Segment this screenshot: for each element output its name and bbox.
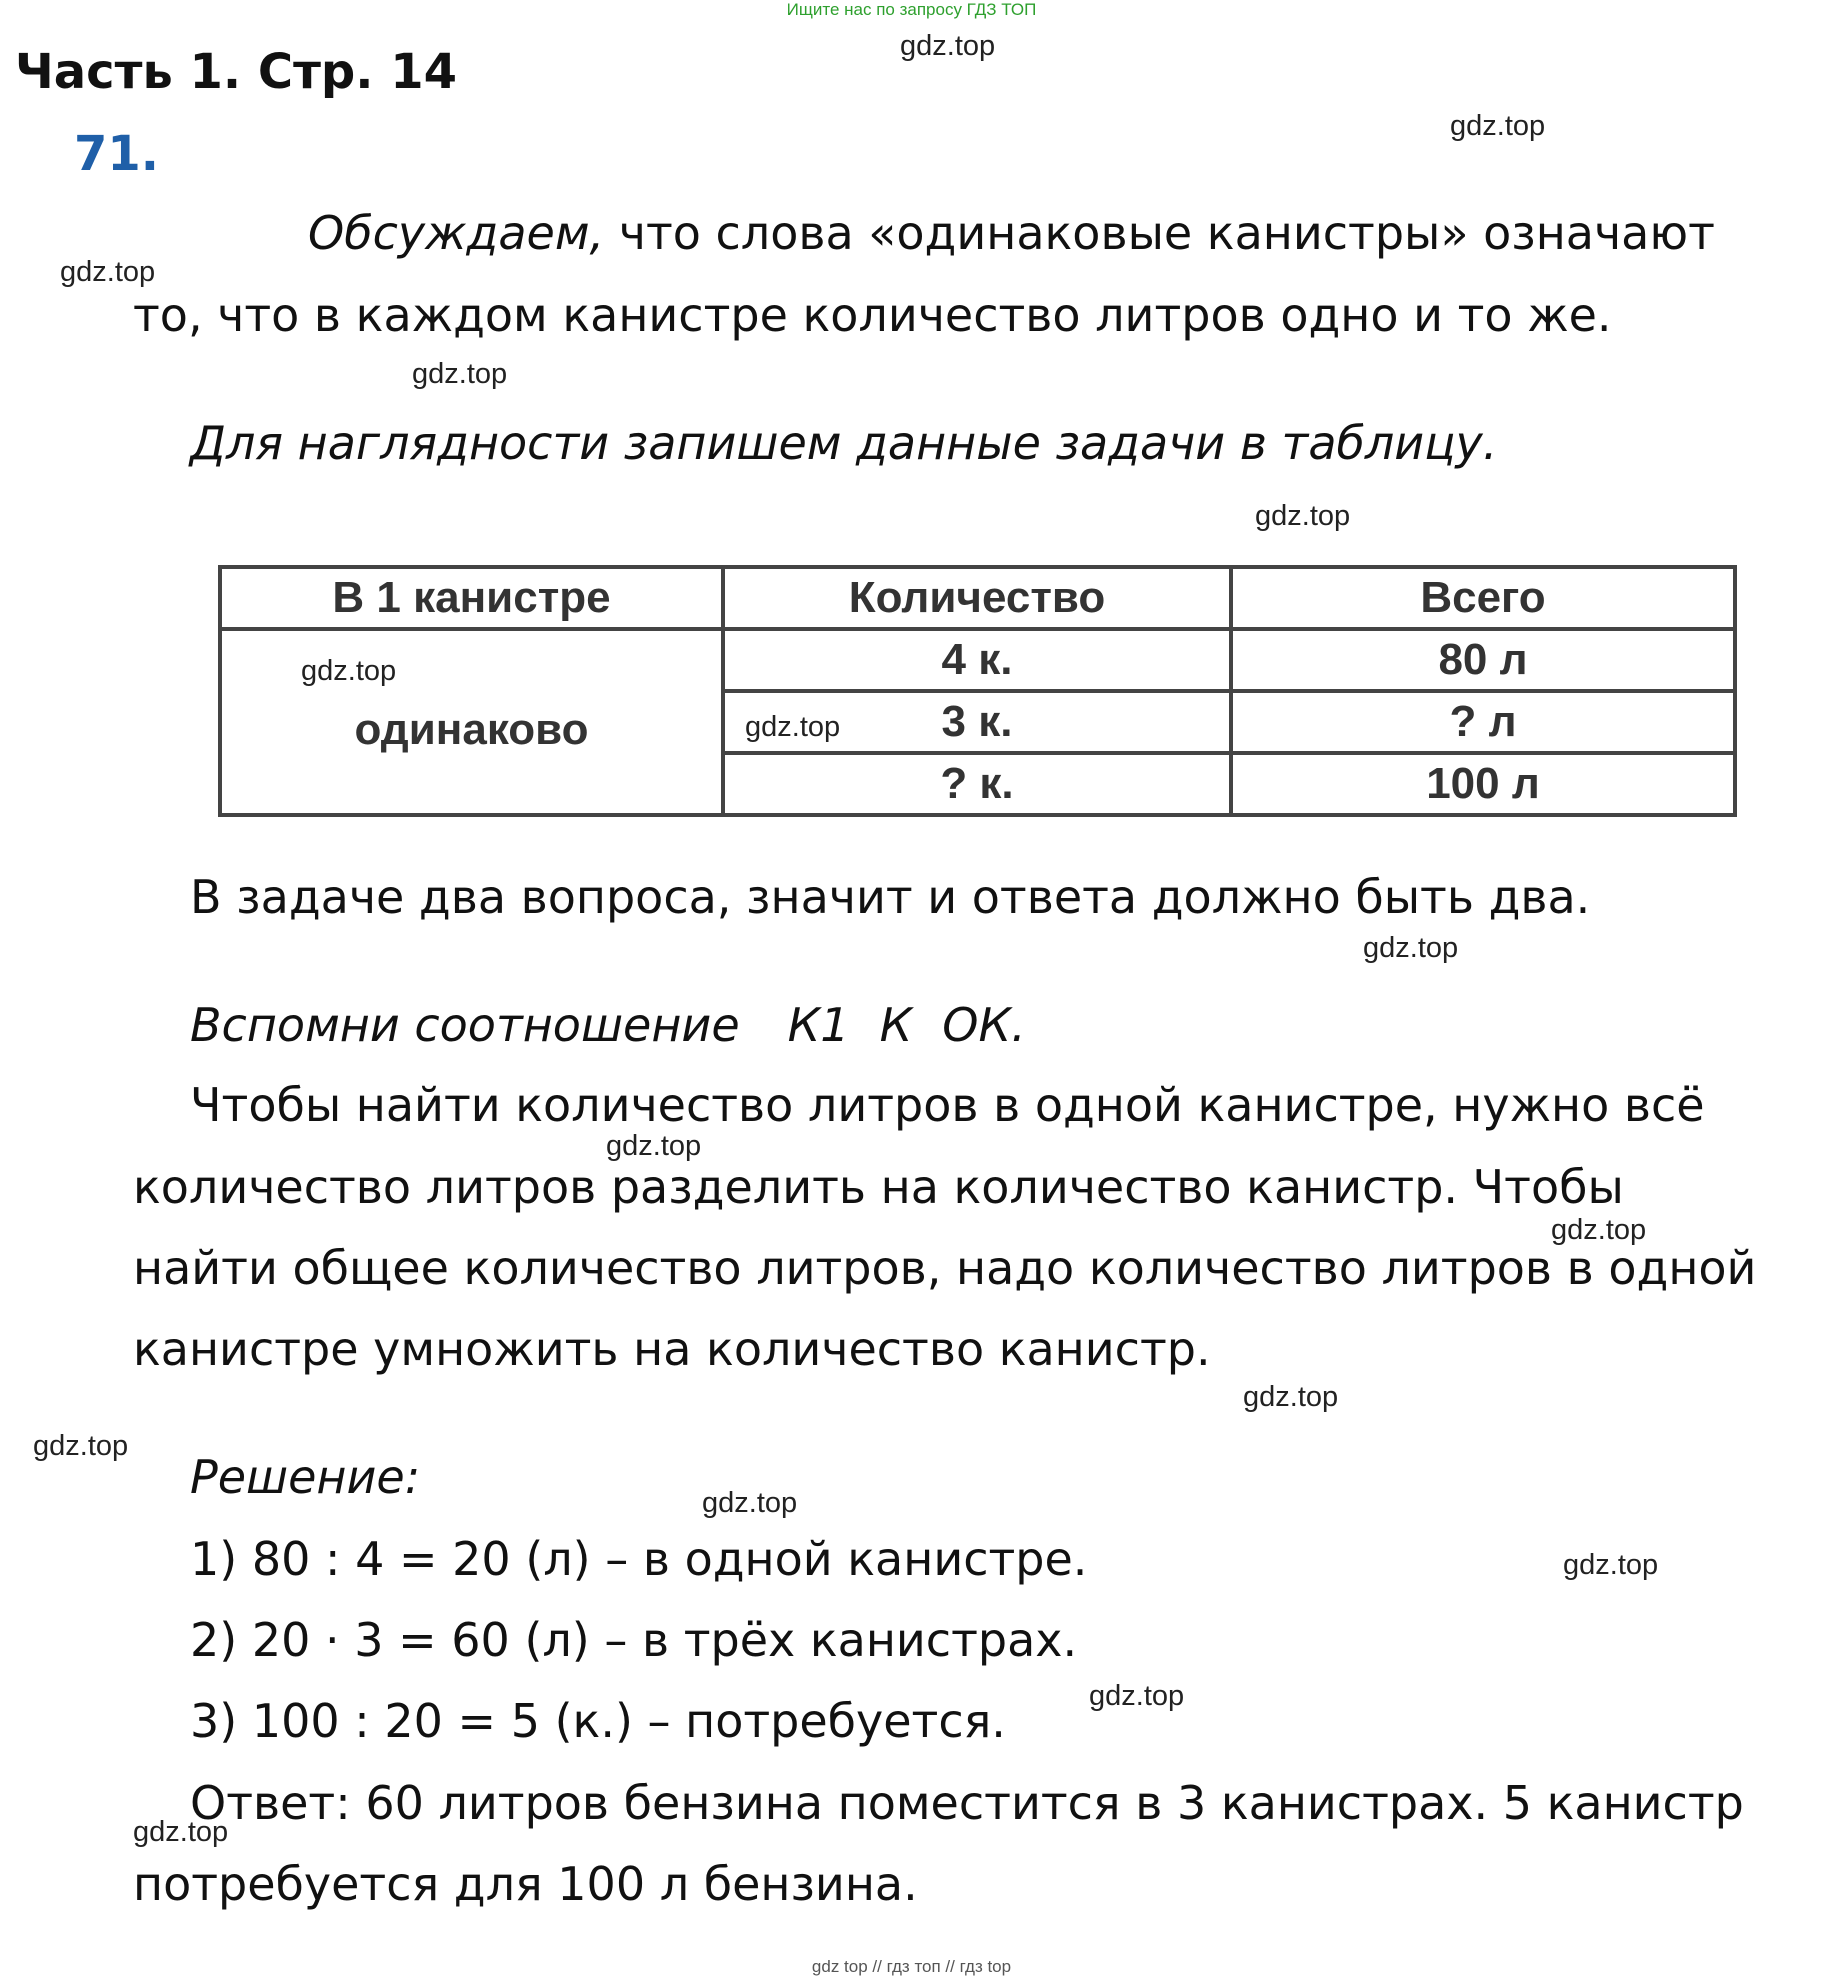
table-header-row xyxy=(220,567,1735,629)
answer-line-1: Ответ: 60 литров бензина поместится в 3 канистрах. 5 канистр xyxy=(190,1776,1744,1830)
watermark: gdz.top xyxy=(60,256,156,288)
paragraph-1-rest: что слова «одинаковые канистры» означают xyxy=(604,206,1715,260)
watermark: gdz.top xyxy=(1563,1549,1659,1581)
table-cell-total: ? л xyxy=(1231,691,1735,753)
italic-lead: Обсуждаем, xyxy=(308,206,605,260)
table-cell-total: 100 л xyxy=(1231,753,1735,815)
watermark: gdz.top xyxy=(133,1816,229,1848)
table-cell-quantity: 4 к. xyxy=(723,629,1231,691)
relation-ok: ОК. xyxy=(942,998,1026,1052)
data-table xyxy=(218,565,1737,817)
paragraph-2: Для наглядности запишем данные задачи в таблицу. xyxy=(190,416,1498,470)
table-merged-cell xyxy=(220,629,723,815)
top-banner: Ищите нас по запросу ГДЗ ТОП xyxy=(786,0,1037,19)
watermark: gdz.top xyxy=(606,1130,702,1162)
watermark: gdz.top xyxy=(1089,1680,1185,1712)
watermark: gdz.top xyxy=(1243,1381,1339,1413)
watermark: gdz.top xyxy=(1363,932,1459,964)
table-cell-quantity: ? к. xyxy=(723,753,1231,815)
watermark: gdz.top xyxy=(301,655,397,687)
task-number: 71. xyxy=(74,126,160,182)
paragraph-4 xyxy=(190,998,1026,1052)
relation-prefix: Вспомни соотношение xyxy=(190,998,740,1052)
table-row xyxy=(220,629,1735,691)
footer-links: gdz top // гдз топ // гдз top xyxy=(811,1957,1012,1976)
page-title: Часть 1. Стр. 14 xyxy=(15,44,458,100)
watermark: gdz.top xyxy=(412,358,508,390)
paragraph-3: В задаче два вопроса, значит и ответа должно быть два. xyxy=(190,870,1591,924)
paragraph-5-line-2: количество литров разделить на количество канистр. Чтобы xyxy=(133,1160,1624,1214)
paragraph-5-line-4: канистре умножить на количество канистр. xyxy=(133,1322,1211,1376)
relation-k: К xyxy=(879,998,913,1052)
paragraph-1-line-1 xyxy=(308,206,1715,260)
solution-step-1: 1) 80 : 4 = 20 (л) – в одной канистре. xyxy=(190,1532,1088,1586)
solution-step-2: 2) 20 · 3 = 60 (л) – в трёх канистрах. xyxy=(190,1613,1078,1667)
solution-label: Решение: xyxy=(190,1450,421,1504)
table-header-cell: Количество xyxy=(723,567,1231,629)
solution-step-3: 3) 100 : 20 = 5 (к.) – потребуется. xyxy=(190,1694,1006,1748)
watermark: gdz.top xyxy=(1255,500,1351,532)
table-header-cell: Всего xyxy=(1231,567,1735,629)
watermark: gdz.top xyxy=(900,30,996,62)
watermark: gdz.top xyxy=(745,711,841,743)
watermark: gdz.top xyxy=(1450,110,1546,142)
answer-line-2: потребуется для 100 л бензина. xyxy=(133,1857,918,1911)
paragraph-5-line-3: найти общее количество литров, надо количество литров в одной xyxy=(133,1241,1757,1295)
watermark: gdz.top xyxy=(702,1487,798,1519)
table-header-cell: В 1 канистре xyxy=(220,567,723,629)
paragraph-5-line-1: Чтобы найти количество литров в одной канистре, нужно всё xyxy=(190,1078,1705,1132)
watermark: gdz.top xyxy=(1551,1214,1647,1246)
paragraph-1-line-2: то, что в каждом канистре количество литров одно и то же. xyxy=(133,288,1612,342)
watermark: gdz.top xyxy=(33,1430,129,1462)
table-cell-total: 80 л xyxy=(1231,629,1735,691)
table-cell-quantity: 3 к. xyxy=(723,691,1231,753)
relation-k1: К1 xyxy=(787,998,850,1052)
merged-cell-text: одинаково xyxy=(354,705,589,754)
